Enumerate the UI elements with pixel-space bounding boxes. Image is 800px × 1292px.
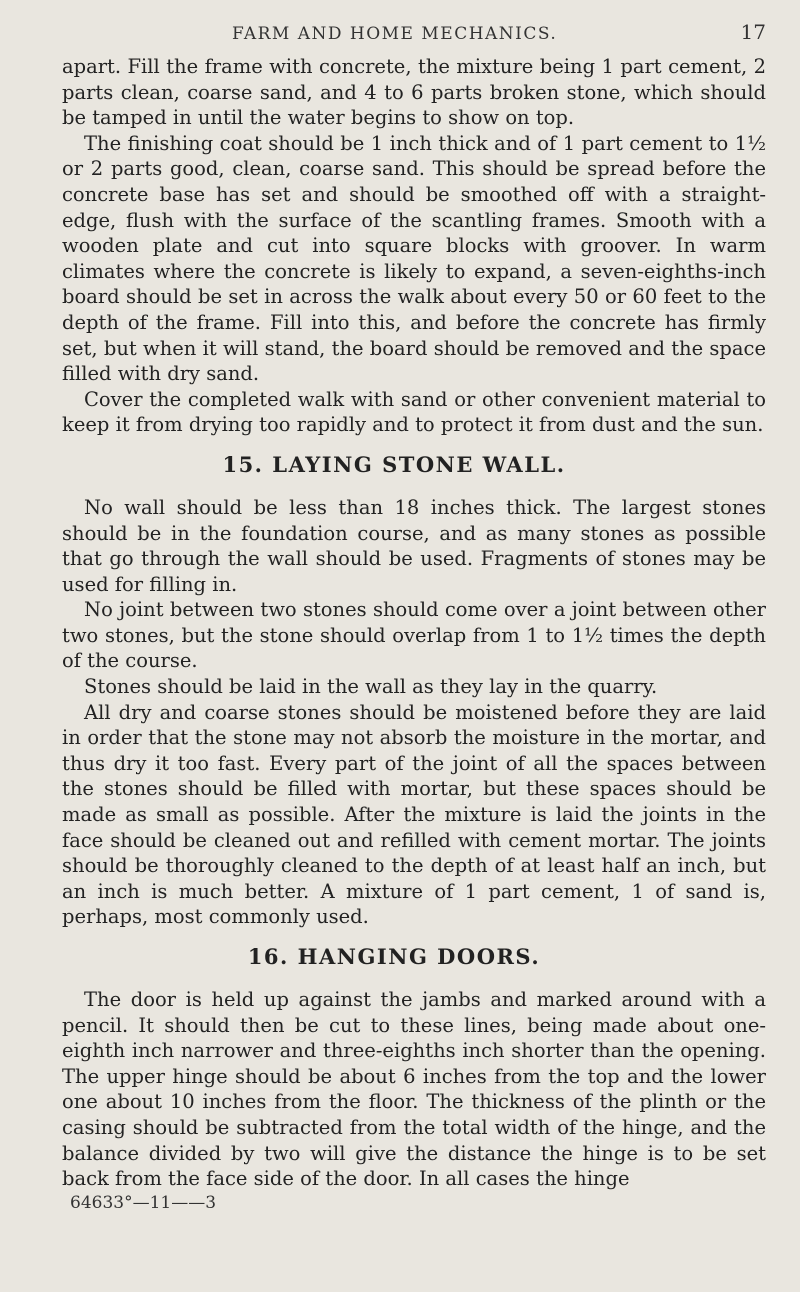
paragraph: Cover the completed walk with sand or other convenient material to keep it from drying too rapidly and to protect it from dust and the sun. — [62, 387, 766, 437]
paragraph: No joint between two stones should come over a joint between other two stones, but the stone should overlap from 1 to 1½ times the depth of the course. — [62, 598, 766, 673]
paragraph: All dry and coarse stones should be moistened before they are laid in order that the stone may not absorb the moisture in the mortar, and thus dry it too fast. Every part of the joint of all the spaces between the stones should be filled with mortar, but these spaces should be made as small as possible. After the mixture is laid the joints in the face should be cleaned out and refilled with cement mortar. The joints should be thoroughly cleaned to the depth of at least half an inch, but an inch is much better. A mixture of 1 part cement, 1 of sand is, perhaps, most commonly used. — [62, 700, 766, 929]
section-15 — [62, 452, 766, 930]
paragraph: apart. Fill the frame with concrete, the mixture being 1 part cement, 2 parts clean, coarse sand, and 4 to 6 parts broken stone, which should be tamped in until the water begins to show on top. — [62, 55, 766, 130]
paragraph: The door is held up against the jambs and marked around with a pencil. It should then be cut to these lines, being made about one-eighth inch narrower and three-eighths inch shorter than the opening. The upper hinge should be about 6 inches from the top and the lower one about 10 inches from the floor. The thickness of the plinth or the casing should be subtracted from the total width of the hinge, and the balance divided by two will give the distance the hinge is to be set back from the face side of the door. In all cases the hinge — [62, 988, 766, 1191]
section-14-continued — [62, 54, 766, 438]
section-heading: 16. HANGING DOORS. — [247, 944, 541, 969]
paragraph: No wall should be less than 18 inches thick. The largest stones should be in the foundation course, and as many stones as possible that go through the wall should be used. Fragments of stones may be used for filling in. — [62, 495, 766, 596]
running-title: FARM AND HOME MECHANICS. — [232, 24, 558, 44]
paragraph: Stones should be laid in the wall as they lay in the quarry. — [84, 675, 658, 699]
printer-signature: 64633°—11——3 — [70, 1192, 217, 1213]
running-head — [232, 20, 766, 44]
paragraph: The finishing coat should be 1 inch thick and of 1 part cement to 1½ or 2 parts good, clean, coarse sand. This should be spread before the concrete base has set and should be smoothed off with a straight-edge, flush with the surface of the scantling frames. Smooth with a wooden plate and cut into square blocks with groover. In warm climates where the concrete is likely to expand, a seven-eighths-inch board should be set in across the walk about every 50 or 60 feet to the depth of the frame. Fill into this, and before the concrete has firmly set, but when it will stand, the board should be removed and the space filled with dry sand. — [62, 131, 766, 386]
section-heading: 15. LAYING STONE WALL. — [222, 451, 566, 477]
page-number: 17 — [740, 20, 766, 44]
section-16 — [62, 944, 766, 1192]
